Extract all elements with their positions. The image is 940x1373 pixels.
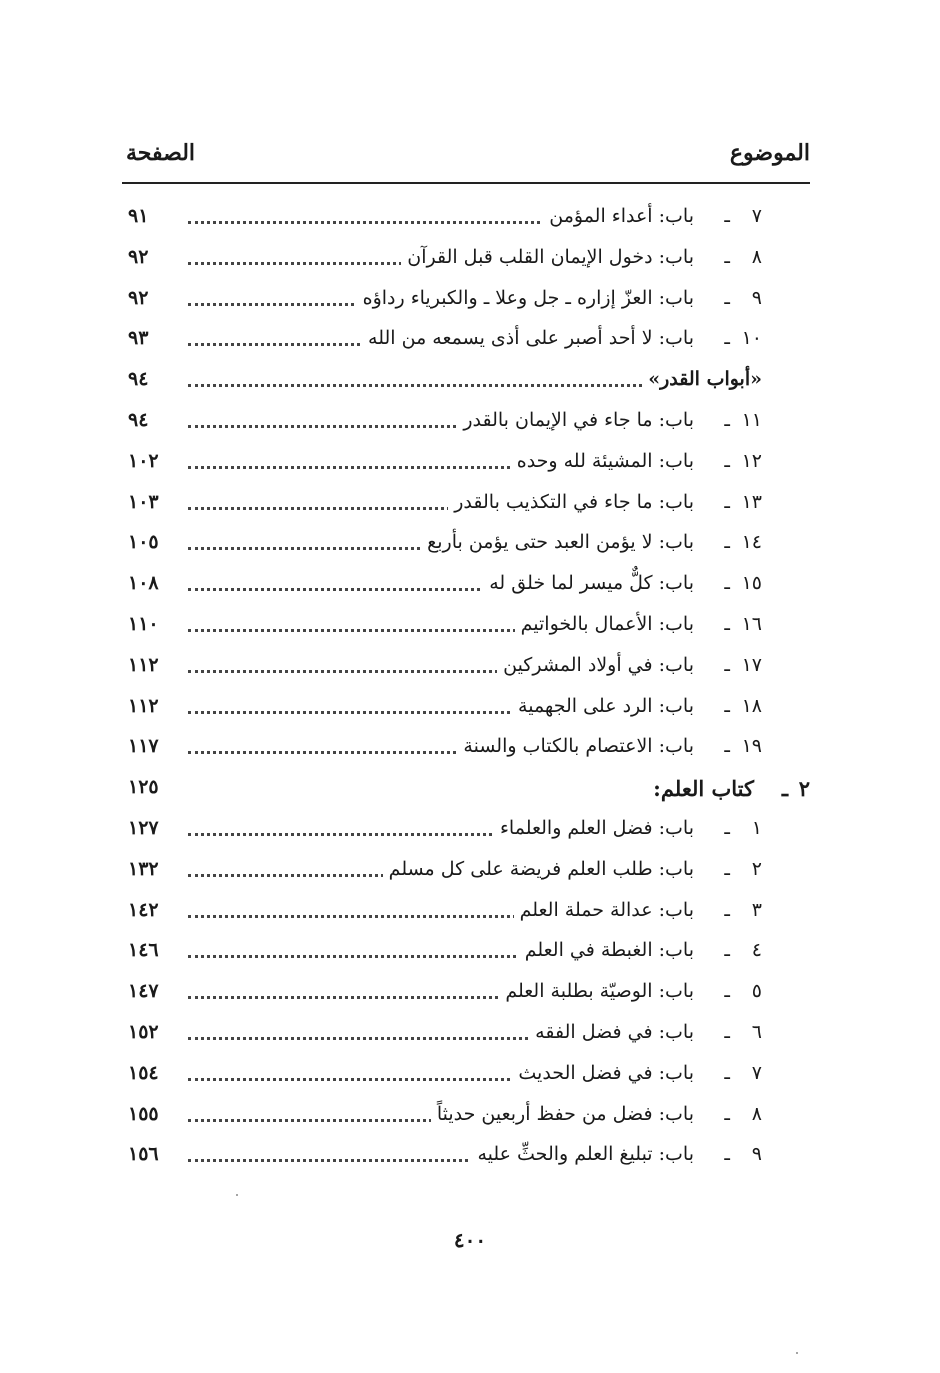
entry-number: ١٦ [741, 612, 762, 635]
toc-header [122, 132, 810, 184]
entry-dash: ـ [724, 327, 730, 350]
entry-dash: ـ [724, 1102, 730, 1125]
entry-dash: ـ [724, 490, 730, 513]
entry-dash: ـ [724, 653, 730, 676]
entry-page-number: ٩٢ [128, 245, 149, 268]
entry-title: باب: فضل العلم والعلماء [494, 817, 694, 839]
entry-number: ١٨ [741, 694, 762, 717]
toc-row [122, 687, 810, 728]
toc-row [122, 972, 810, 1013]
entry-number: ١٤ [741, 531, 762, 554]
entry-page-number: ٩١ [128, 205, 149, 227]
toc-row [122, 564, 810, 605]
entry-number: ١٢ [741, 449, 762, 472]
toc-row [122, 931, 810, 972]
entry-number: ١ [751, 816, 762, 839]
entry-dash: ـ [724, 735, 730, 758]
entry-page-number: ١٢٧ [128, 816, 159, 839]
toc-row [122, 605, 810, 646]
entry-page-number: ١٤٢ [128, 898, 159, 921]
entry-number: ١٣ [741, 490, 762, 513]
entry-title: باب: المشيئة لله وحده [511, 450, 694, 472]
page-column-label: الصفحة [126, 140, 196, 166]
entry-title: باب: ما جاء في التكذيب بالقدر [448, 491, 694, 513]
toc-row [122, 442, 810, 483]
entry-page-number: ١٥٢ [128, 1020, 159, 1043]
entry-dash: ـ [781, 776, 788, 802]
entry-page-number: ١٤٧ [128, 980, 159, 1003]
toc-row [122, 523, 810, 564]
entry-number: ١٧ [741, 653, 762, 676]
entry-number: ٩ [751, 286, 762, 309]
entry-number: ٨ [751, 245, 762, 268]
entry-page-number: ٩٤ [128, 408, 149, 431]
entry-title: كتاب العلم: [647, 776, 754, 801]
entry-number: ١١ [741, 408, 762, 431]
entry-number: ٦ [751, 1020, 762, 1043]
toc-row [122, 891, 810, 932]
toc-section-row [122, 768, 810, 809]
table-of-contents [122, 197, 810, 1176]
toc-row [122, 1013, 810, 1054]
entry-title: باب: الأعمال بالخواتيم [515, 613, 694, 635]
entry-page-number: ٩٣ [128, 327, 149, 350]
toc-row [122, 401, 810, 442]
entry-title: باب: الرد على الجهمية [512, 695, 694, 717]
entry-number: ٥ [751, 980, 762, 1003]
entry-page-number: ١٠٥ [128, 531, 159, 554]
entry-dash: ـ [724, 1143, 730, 1166]
entry-title: باب: العزّ إزاره ـ جل وعلا ـ والكبرياء رداؤه [357, 287, 694, 309]
entry-number: ١٩ [741, 735, 762, 758]
scan-speck [796, 1352, 798, 1354]
entry-dash: ـ [724, 286, 730, 309]
toc-row [122, 197, 810, 238]
entry-dash: ـ [724, 694, 730, 717]
toc-row [122, 483, 810, 524]
entry-dash: ـ [724, 612, 730, 635]
entry-page-number: ١٠٨ [128, 572, 159, 595]
entry-title: باب: في فضل الحديث [512, 1062, 694, 1084]
entry-dash: ـ [724, 205, 730, 227]
entry-dash: ـ [724, 449, 730, 472]
toc-row [122, 1135, 810, 1176]
entry-dash: ـ [724, 1020, 730, 1043]
entry-page-number: ١١٧ [128, 735, 159, 758]
entry-dash: ـ [724, 980, 730, 1003]
entry-number: ٧ [751, 205, 762, 227]
entry-title: باب: عدالة حملة العلم [514, 899, 694, 921]
entry-number: ١٥ [741, 572, 762, 595]
entry-title: باب: في فضل الفقه [529, 1021, 694, 1043]
entry-title: باب: الغبطة في العلم [519, 939, 694, 961]
page-number: ٤٠٠ [453, 1228, 487, 1252]
entry-title: باب: الوصيّة بطلبة العلم [499, 980, 694, 1002]
entry-number: ٤ [751, 939, 762, 962]
entry-title: باب: لا يؤمن العبد حتى يؤمن بأربع [421, 531, 694, 553]
scan-speck [236, 1194, 238, 1196]
toc-row [122, 727, 810, 768]
entry-page-number: ٩٢ [128, 286, 149, 309]
entry-dash: ـ [724, 939, 730, 962]
entry-number: ٨ [751, 1102, 762, 1125]
entry-title: باب: فضل من حفظ أربعين حديثاً [431, 1103, 694, 1125]
leader-dots [188, 384, 690, 387]
entry-page-number: ١٢٥ [128, 776, 159, 799]
entry-dash: ـ [724, 1061, 730, 1084]
entry-page-number: ١١٠ [128, 612, 159, 635]
entry-title: باب: طلب العلم فريضة على كل مسلم [383, 858, 694, 880]
entry-title: باب: دخول الإيمان القلب قبل القرآن [401, 246, 694, 268]
entry-page-number: ١٥٦ [128, 1143, 159, 1166]
entry-number: ٢ [751, 857, 762, 880]
entry-dash: ـ [724, 898, 730, 921]
toc-row [122, 809, 810, 850]
entry-dash: ـ [724, 245, 730, 268]
entry-number: ٢ [798, 776, 810, 802]
entry-title: «أبواب القدر» [642, 368, 762, 390]
entry-title: باب: لا أحد أصبر على أذى يسمعه من الله [362, 327, 694, 349]
entry-title: باب: الاعتصام بالكتاب والسنة [457, 735, 694, 757]
toc-row [122, 238, 810, 279]
entry-title: باب: كلٌّ ميسر لما خلق له [483, 572, 694, 594]
entry-title: باب: تبليغ العلم والحثِّ عليه [471, 1143, 694, 1165]
entry-page-number: ٩٤ [128, 368, 149, 391]
entry-title: باب: ما جاء في الإيمان بالقدر [457, 409, 694, 431]
entry-page-number: ١٣٢ [128, 857, 159, 880]
entry-dash: ـ [724, 408, 730, 431]
entry-page-number: ١٤٦ [128, 939, 159, 962]
toc-row [122, 1054, 810, 1095]
entry-dash: ـ [724, 857, 730, 880]
entry-page-number: ١٠٣ [128, 490, 159, 513]
toc-row [122, 319, 810, 360]
entry-number: ٩ [751, 1143, 762, 1166]
entry-number: ٧ [751, 1061, 762, 1084]
entry-page-number: ١١٢ [128, 653, 159, 676]
topic-column-label: الموضوع [729, 140, 810, 166]
entry-number: ١٠ [741, 327, 762, 350]
entry-page-number: ١١٢ [128, 694, 159, 717]
entry-title: باب: أعداء المؤمن [543, 205, 694, 227]
entry-page-number: ١٥٥ [128, 1102, 159, 1125]
entry-dash: ـ [724, 531, 730, 554]
toc-row [122, 1095, 810, 1136]
entry-dash: ـ [724, 816, 730, 839]
toc-row [122, 279, 810, 320]
toc-row [122, 646, 810, 687]
entry-title: باب: في أولاد المشركين [497, 654, 694, 676]
toc-subhead-row [122, 360, 810, 401]
entry-page-number: ١٠٢ [128, 449, 159, 472]
toc-row [122, 850, 810, 891]
entry-dash: ـ [724, 572, 730, 595]
entry-page-number: ١٥٤ [128, 1061, 159, 1084]
entry-number: ٣ [751, 898, 762, 921]
